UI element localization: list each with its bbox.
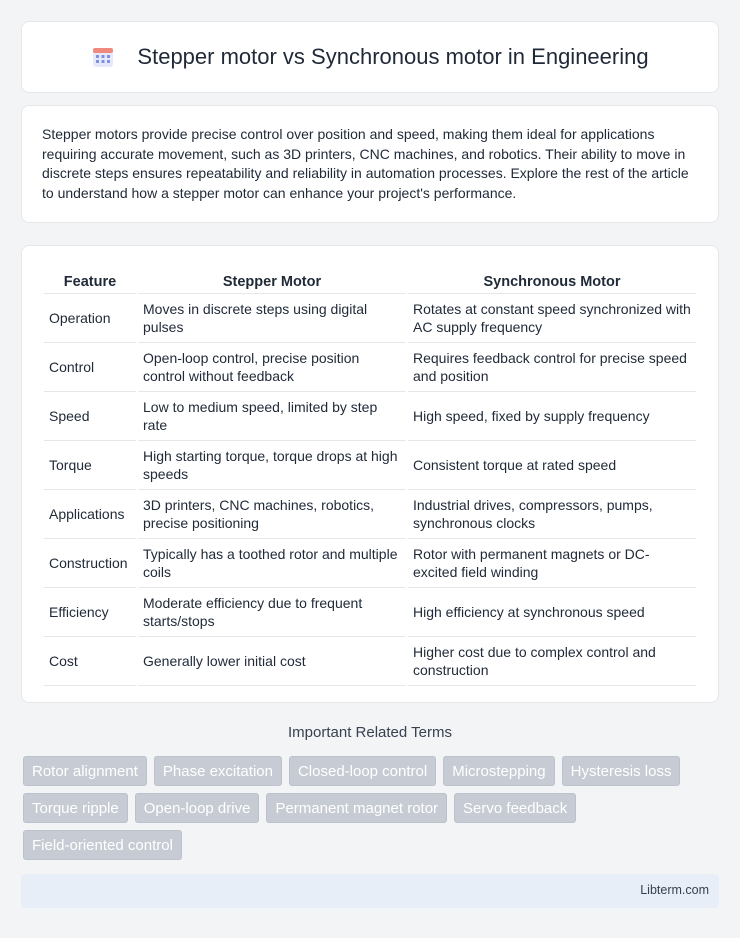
page-title: Stepper motor vs Synchronous motor in Engineering — [137, 44, 649, 69]
cell-feature: Speed — [44, 392, 136, 441]
header-card — [21, 21, 719, 93]
calendar-grid-icon — [91, 45, 115, 69]
related-terms-title: Important Related Terms — [288, 724, 452, 741]
cell-stepper: Moderate efficiency due to frequent starts/stops — [138, 588, 406, 637]
cell-synchronous: High efficiency at synchronous speed — [408, 588, 696, 637]
cell-feature: Operation — [44, 294, 136, 343]
related-term-tag[interactable]: Microstepping — [443, 756, 554, 786]
header-feature: Feature — [44, 266, 136, 294]
related-term-tag[interactable]: Permanent magnet rotor — [266, 793, 447, 823]
related-term-tag[interactable]: Phase excitation — [154, 756, 282, 786]
cell-feature: Control — [44, 343, 136, 392]
related-term-tag[interactable]: Open-loop drive — [135, 793, 260, 823]
cell-synchronous: Rotates at constant speed synchronized with AC supply frequency — [408, 294, 696, 343]
related-term-tag[interactable]: Servo feedback — [454, 793, 576, 823]
footer — [21, 874, 719, 908]
cell-synchronous: High speed, fixed by supply frequency — [408, 392, 696, 441]
table-row — [44, 539, 696, 588]
related-term-tag[interactable]: Closed-loop control — [289, 756, 436, 786]
cell-feature: Applications — [44, 490, 136, 539]
cell-stepper: Generally lower initial cost — [138, 637, 406, 686]
intro-card — [21, 105, 719, 223]
cell-feature: Cost — [44, 637, 136, 686]
cell-stepper: Moves in discrete steps using digital pulses — [138, 294, 406, 343]
table-row — [44, 637, 696, 686]
comparison-table — [42, 266, 698, 686]
cell-stepper: Typically has a toothed rotor and multiple coils — [138, 539, 406, 588]
table-row — [44, 294, 696, 343]
header-synchronous: Synchronous Motor — [408, 266, 696, 294]
cell-stepper: Low to medium speed, limited by step rate — [138, 392, 406, 441]
cell-synchronous: Higher cost due to complex control and construction — [408, 637, 696, 686]
table-row — [44, 588, 696, 637]
intro-text: Stepper motors provide precise control over position and speed, making them ideal for applications requiring accurate movement, such as 3D printers, CNC machines, and robotics. Their ability to move in discrete steps ensures repeatability and reliability in automation processes. Explore the rest of the article to understand how a stepper motor can enhance your project's performance. — [42, 126, 689, 201]
header-stepper: Stepper Motor — [138, 266, 406, 294]
related-terms-list — [23, 756, 723, 860]
cell-stepper: Open-loop control, precise position control without feedback — [138, 343, 406, 392]
table-row — [44, 392, 696, 441]
cell-synchronous: Consistent torque at rated speed — [408, 441, 696, 490]
related-term-tag[interactable]: Torque ripple — [23, 793, 128, 823]
cell-feature: Construction — [44, 539, 136, 588]
cell-synchronous: Industrial drives, compressors, pumps, synchronous clocks — [408, 490, 696, 539]
footer-brand[interactable]: Libterm.com — [640, 883, 709, 897]
related-term-tag[interactable]: Hysteresis loss — [562, 756, 681, 786]
table-row — [44, 343, 696, 392]
cell-synchronous: Rotor with permanent magnets or DC-excited field winding — [408, 539, 696, 588]
cell-stepper: 3D printers, CNC machines, robotics, precise positioning — [138, 490, 406, 539]
cell-feature: Torque — [44, 441, 136, 490]
cell-synchronous: Requires feedback control for precise speed and position — [408, 343, 696, 392]
table-row — [44, 490, 696, 539]
cell-stepper: High starting torque, torque drops at high speeds — [138, 441, 406, 490]
table-header-row — [44, 266, 696, 294]
related-term-tag[interactable]: Rotor alignment — [23, 756, 147, 786]
cell-feature: Efficiency — [44, 588, 136, 637]
table-row — [44, 441, 696, 490]
related-term-tag[interactable]: Field-oriented control — [23, 830, 182, 860]
comparison-card — [21, 245, 719, 703]
